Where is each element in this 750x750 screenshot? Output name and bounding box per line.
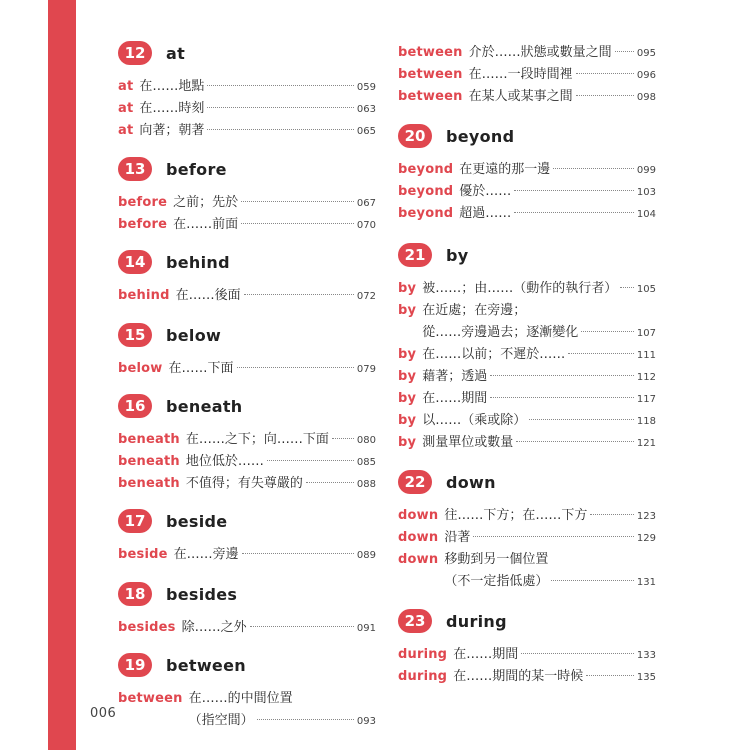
toc-entry[interactable] [398, 504, 656, 526]
dotted-leader [590, 514, 634, 515]
toc-section [398, 41, 656, 107]
dotted-leader [306, 482, 354, 483]
toc-entry[interactable] [398, 85, 656, 107]
toc-section [118, 156, 376, 235]
toc-entry-continued[interactable] [398, 321, 656, 343]
entry-meaning: 不值得；有失尊嚴的 [185, 476, 303, 491]
entry-word: down [398, 530, 439, 545]
toc-entry[interactable] [398, 202, 656, 224]
entry-meaning: 被……；由……（動作的執行者） [422, 281, 618, 296]
dotted-leader [490, 397, 634, 398]
entry-page-number: 070 [356, 220, 376, 231]
entry-meaning: 沿著 [444, 530, 471, 545]
entry-page-number: 091 [356, 623, 376, 634]
toc-entry[interactable] [118, 428, 376, 450]
entry-meaning: 介於……狀態或數量之間 [468, 45, 612, 60]
dotted-leader [516, 441, 634, 442]
toc-section [118, 249, 376, 306]
dotted-leader [514, 212, 634, 213]
entry-meaning: 移動到另一個位置 [444, 552, 549, 567]
toc-entry[interactable] [118, 357, 376, 379]
entry-page-number: 117 [636, 394, 656, 405]
entry-page-number: 085 [356, 457, 376, 468]
toc-entry[interactable] [118, 119, 376, 141]
section-title: beneath [166, 396, 243, 416]
section-title: down [446, 472, 496, 492]
entry-word: at [118, 79, 134, 94]
toc-section [398, 608, 656, 687]
entry-page-number: 096 [636, 70, 656, 81]
entry-page-number: 105 [636, 284, 656, 295]
entry-word: beneath [118, 476, 180, 491]
entry-page-number: 103 [636, 187, 656, 198]
section-number-badge: 21 [398, 243, 432, 267]
entry-meaning-continued: 從……旁邊過去；逐漸變化 [422, 325, 579, 340]
toc-section [118, 322, 376, 379]
toc-section [118, 40, 376, 141]
section-number-badge: 15 [118, 323, 152, 347]
entry-word: down [398, 552, 439, 567]
toc-entry[interactable] [398, 343, 656, 365]
entry-word: before [118, 195, 168, 210]
entry-word: at [118, 123, 134, 138]
entry-page-number: 095 [636, 48, 656, 59]
dotted-leader [257, 719, 354, 720]
toc-entry[interactable] [398, 665, 656, 687]
toc-entry[interactable] [398, 365, 656, 387]
dotted-leader [521, 653, 634, 654]
section-header [118, 508, 376, 534]
entry-page-number: 123 [636, 511, 656, 522]
section-title: behind [166, 252, 230, 272]
section-header [118, 156, 376, 182]
entry-word: between [398, 89, 463, 104]
section-number-badge: 14 [118, 250, 152, 274]
entry-meaning: 在……一段時間裡 [468, 67, 573, 82]
entry-meaning: 在……後面 [175, 288, 241, 303]
toc-entry[interactable] [398, 643, 656, 665]
section-number-badge: 19 [118, 653, 152, 677]
dotted-leader [332, 438, 354, 439]
toc-entry[interactable] [118, 75, 376, 97]
toc-entry[interactable] [398, 526, 656, 548]
entry-page-number: 088 [356, 479, 376, 490]
toc-entry[interactable] [398, 180, 656, 202]
entry-meaning: 在……旁邊 [173, 547, 239, 562]
entry-word: beneath [118, 432, 180, 447]
section-number-badge: 13 [118, 157, 152, 181]
page-number: 006 [90, 706, 117, 721]
toc-section [398, 469, 656, 592]
entry-page-number: 112 [636, 372, 656, 383]
entry-meaning: 在更遠的那一邊 [459, 162, 551, 177]
dotted-leader [207, 85, 354, 86]
entry-word: during [398, 647, 448, 662]
section-header [118, 652, 376, 678]
entry-page-number: 098 [636, 92, 656, 103]
entry-page-number: 129 [636, 533, 656, 544]
toc-entry[interactable] [398, 41, 656, 63]
section-number-badge: 20 [398, 124, 432, 148]
entry-meaning: 之前；先於 [173, 195, 239, 210]
entry-page-number: 079 [356, 364, 376, 375]
section-number-badge: 22 [398, 470, 432, 494]
dotted-leader [242, 553, 354, 554]
entry-meaning: 在某人或某事之間 [468, 89, 573, 104]
entry-page-number: 121 [636, 438, 656, 449]
entry-page-number: 072 [356, 291, 376, 302]
entry-meaning: 在……期間的某一時候 [453, 669, 584, 684]
toc-entry[interactable] [398, 158, 656, 180]
toc-section [398, 242, 656, 453]
section-title: during [446, 611, 507, 631]
toc-section [118, 652, 376, 731]
entry-meaning: 除……之外 [181, 620, 247, 635]
entry-word: between [398, 45, 463, 60]
toc-entry[interactable] [118, 687, 376, 709]
entry-word: at [118, 101, 134, 116]
dotted-leader [581, 331, 634, 332]
entry-word: during [398, 669, 448, 684]
entry-meaning: 在……期間 [453, 647, 519, 662]
toc-entry[interactable] [118, 97, 376, 119]
entry-word: by [398, 347, 417, 362]
entry-page-number: 067 [356, 198, 376, 209]
section-header [118, 40, 376, 66]
section-title: besides [166, 584, 238, 604]
entry-page-number: 089 [356, 550, 376, 561]
entry-word: beyond [398, 162, 454, 177]
toc-entry[interactable] [398, 387, 656, 409]
dotted-leader [207, 107, 354, 108]
entry-word: beside [118, 547, 168, 562]
section-title: before [166, 159, 227, 179]
entry-meaning: 超過…… [459, 206, 512, 221]
toc-entry[interactable] [118, 450, 376, 472]
section-number-badge: 12 [118, 41, 152, 65]
dotted-leader [250, 626, 354, 627]
toc-entry[interactable] [118, 616, 376, 638]
entry-meaning: 藉著；透過 [422, 369, 488, 384]
entry-word: before [118, 217, 168, 232]
section-header [398, 242, 656, 268]
dotted-leader [553, 168, 634, 169]
toc-section [118, 508, 376, 565]
entry-page-number: 118 [636, 416, 656, 427]
section-number-badge: 16 [118, 394, 152, 418]
entry-page-number: 063 [356, 104, 376, 115]
toc-entry[interactable] [398, 277, 656, 299]
dotted-leader [267, 460, 354, 461]
section-title: below [166, 325, 222, 345]
entry-page-number: 080 [356, 435, 376, 446]
toc-entry[interactable] [398, 431, 656, 453]
section-header [118, 322, 376, 348]
entry-meaning: 在……時刻 [139, 101, 205, 116]
entry-meaning: 以……（乘或除） [422, 413, 527, 428]
entry-page-number: 133 [636, 650, 656, 661]
entry-meaning: 測量單位或數量 [422, 435, 514, 450]
dotted-leader [473, 536, 634, 537]
entry-page-number: 131 [636, 577, 656, 588]
dotted-leader [244, 294, 354, 295]
entry-meaning: 優於…… [459, 184, 512, 199]
section-header [118, 249, 376, 275]
entry-word: between [118, 691, 183, 706]
entry-word: besides [118, 620, 176, 635]
entry-meaning: 在近處；在旁邊； [422, 303, 527, 318]
section-title: beyond [446, 126, 515, 146]
right-column [398, 41, 656, 687]
dotted-leader [568, 353, 634, 354]
entry-word: beneath [118, 454, 180, 469]
dotted-leader [237, 367, 354, 368]
toc-entry[interactable] [118, 543, 376, 565]
dotted-leader [514, 190, 634, 191]
entry-word: by [398, 369, 417, 384]
section-title: between [166, 655, 246, 675]
toc-section [118, 581, 376, 638]
section-header [398, 469, 656, 495]
toc-entry[interactable] [398, 409, 656, 431]
toc-entry[interactable] [398, 299, 656, 321]
entry-page-number: 065 [356, 126, 376, 137]
dotted-leader [615, 51, 634, 52]
section-number-badge: 17 [118, 509, 152, 533]
toc-entry[interactable] [398, 63, 656, 85]
dotted-leader [207, 129, 354, 130]
entry-meaning: 在……下面 [168, 361, 234, 376]
entry-word: by [398, 435, 417, 450]
dotted-leader [620, 287, 634, 288]
entry-word: down [398, 508, 439, 523]
red-side-bar [48, 0, 76, 750]
entry-word: by [398, 303, 417, 318]
toc-entry[interactable] [118, 191, 376, 213]
dotted-leader [576, 73, 634, 74]
dotted-leader [490, 375, 634, 376]
section-title: beside [166, 511, 228, 531]
entry-word: beyond [398, 206, 454, 221]
entry-meaning-continued: （指空間） [188, 713, 254, 728]
entry-meaning: 在……期間 [422, 391, 488, 406]
entry-meaning: 向著；朝著 [139, 123, 205, 138]
entry-word: by [398, 281, 417, 296]
toc-section [118, 393, 376, 494]
dotted-leader [241, 223, 354, 224]
section-header [118, 393, 376, 419]
entry-meaning-continued: （不一定指低處） [444, 574, 549, 589]
entry-meaning: 在……地點 [139, 79, 205, 94]
entry-meaning: 在……前面 [173, 217, 239, 232]
entry-meaning: 在……以前；不遲於…… [422, 347, 566, 362]
toc-section [398, 123, 656, 224]
toc-entry-continued[interactable] [118, 709, 376, 731]
entry-meaning: 地位低於…… [185, 454, 264, 469]
entry-page-number: 107 [636, 328, 656, 339]
dotted-leader [576, 95, 634, 96]
entry-page-number: 059 [356, 82, 376, 93]
entry-word: below [118, 361, 163, 376]
entry-word: by [398, 391, 417, 406]
entry-word: behind [118, 288, 170, 303]
section-header [398, 123, 656, 149]
section-title: by [446, 245, 469, 265]
entry-page-number: 093 [356, 716, 376, 727]
dotted-leader [586, 675, 634, 676]
section-header [118, 581, 376, 607]
section-header [398, 608, 656, 634]
entry-page-number: 111 [636, 350, 656, 361]
entry-word: between [398, 67, 463, 82]
entry-meaning: 在……之下；向……下面 [185, 432, 329, 447]
toc-entry-continued[interactable] [398, 570, 656, 592]
entry-page-number: 135 [636, 672, 656, 683]
dotted-leader [551, 580, 634, 581]
dotted-leader [241, 201, 354, 202]
section-title: at [166, 43, 186, 63]
entry-page-number: 099 [636, 165, 656, 176]
toc-entry[interactable] [118, 213, 376, 235]
section-number-badge: 18 [118, 582, 152, 606]
entry-word: beyond [398, 184, 454, 199]
toc-entry[interactable] [118, 472, 376, 494]
left-column [118, 40, 376, 731]
entry-meaning: 往……下方；在……下方 [444, 508, 588, 523]
toc-entry[interactable] [398, 548, 656, 570]
section-number-badge: 23 [398, 609, 432, 633]
entry-meaning: 在……的中間位置 [188, 691, 293, 706]
dotted-leader [529, 419, 634, 420]
toc-entry[interactable] [118, 284, 376, 306]
entry-word: by [398, 413, 417, 428]
entry-page-number: 104 [636, 209, 656, 220]
